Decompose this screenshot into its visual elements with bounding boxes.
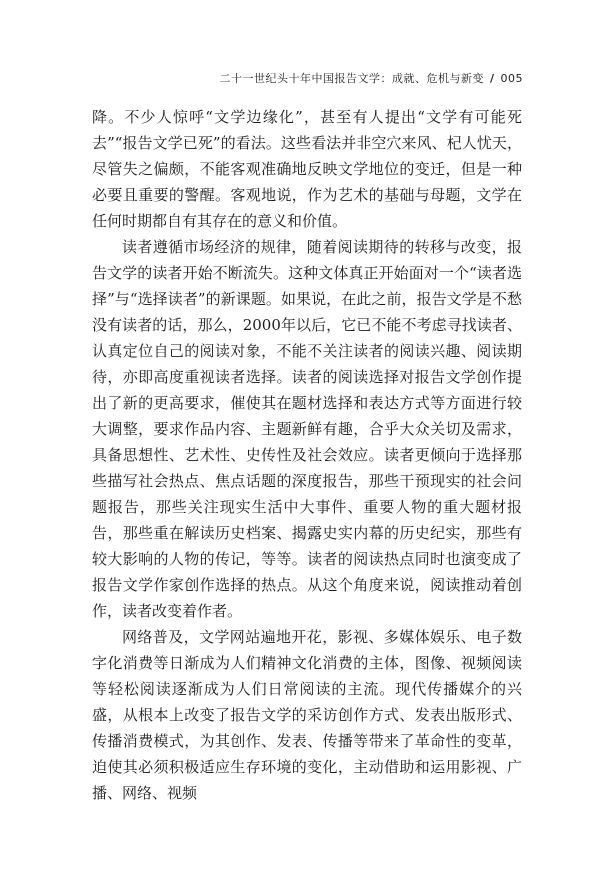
paragraph-continued: 降。不少人惊呼“文学边缘化”，甚至有人提出“文学有可能死去”“报告文学已死”的看法。这些看法并非空穴来风、杞人忧天，尽管失之偏颇，不能客观准确地反映文学地位的变迁，但是一种必要且重要的警醒。客观地说，作为艺术的基础与母题，文学在任何时期都自有其存在的意义和价值。 <box>92 108 522 230</box>
running-head-title: 二十一世纪头十年中国报告文学：成就、危机与新变 <box>219 72 484 85</box>
running-head-separator: / <box>489 72 495 85</box>
paragraph-network-media: 网络普及，文学网站遍地开花，影视、多媒体娱乐、电子数字化消费等日渐成为人们精神文化消费的主体，图像、视频阅读等轻松阅读逐渐成为人们日常阅读的主流。现代传播媒介的兴盛，从根本上改变了报告文学的采访创作方式、发表出版形式、传播消费模式，为其创作、发表、传播等带来了革命性的变革，迫使其必须积极适应生存环境的变化，主动借助和运用影视、广播、网络、视频 <box>92 628 522 802</box>
page-number: 005 <box>500 72 523 85</box>
paragraph-reader-choice: 读者遵循市场经济的规律，随着阅读期待的转移与改变，报告文学的读者开始不断流失。这种文体真正开始面对一个“读者选择”与“选择读者”的新课题。如果说，在此之前，报告文学是不愁没有读者的话，那么，2000年以后，它已不能不考虑寻找读者、认真定位自己的阅读对象，不能不关注读者的阅读兴趣、阅读期待，亦即高度重视读者选择。读者的阅读选择对报告文学创作提出了新的更高要求，催使其在题材选择和表达方式等方面进行较大调整，要求作品内容、主题新鲜有趣，合乎大众关切及需求，具备思想性、艺术性、史传性及社会效应。读者更倾向于选择那些描写社会热点、焦点话题的深度报告，那些干预现实的社会问题报告，那些关注现实生活中大事件、重要人物的重大题材报告，那些重在解读历史档案、揭露史实内幕的历史纪实，那些有较大影响的人物的传记，等等。读者的阅读热点同时也演变成了报告文学作家创作选择的热点。从这个角度来说，阅读推动着创作，读者改变着作者。 <box>92 238 522 620</box>
running-head <box>219 70 523 86</box>
body-text <box>92 104 522 806</box>
